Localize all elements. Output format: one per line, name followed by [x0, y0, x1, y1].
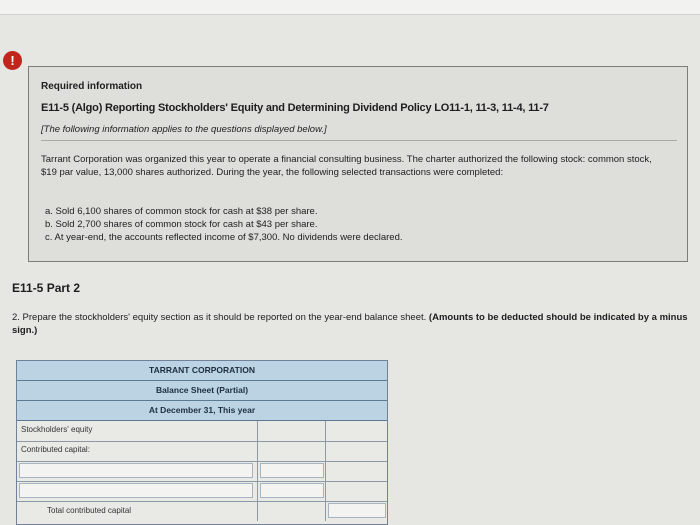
- question-instruction: (Amounts to be deducted should be indicated by a minus sign.): [12, 312, 688, 336]
- part-title: E11-5 Part 2: [12, 281, 81, 295]
- transaction-item: c. At year-end, the accounts reflected income of $7,300. No dividends were declared.: [45, 232, 403, 243]
- amount-input[interactable]: [260, 463, 324, 478]
- question-text: [12, 311, 688, 337]
- total-contributed-capital-label: Total contributed capital: [47, 506, 132, 515]
- exercise-title: E11-5 (Algo) Reporting Stockholders' Equity and Determining Dividend Policy LO11-1, 11-3, 11-4, 11-7: [41, 102, 549, 114]
- account-name-input[interactable]: [19, 483, 253, 498]
- total-contributed-capital-row: [17, 501, 387, 521]
- question-prompt: 2. Prepare the stockholders' equity section as it should be reported on the year-end balance sheet.: [12, 312, 427, 323]
- required-information-panel: [28, 66, 688, 262]
- account-name-input[interactable]: [19, 463, 253, 478]
- balance-sheet-table: [16, 360, 388, 525]
- transaction-item: a. Sold 6,100 shares of common stock for cash at $38 per share.: [45, 206, 318, 217]
- alert-icon: !: [3, 51, 22, 70]
- statement-date-header: At December 31, This year: [17, 401, 387, 421]
- browser-top-bar: [0, 0, 700, 15]
- amount-input[interactable]: [260, 483, 324, 498]
- transaction-list: [45, 205, 403, 244]
- problem-description: Tarrant Corporation was organized this year to operate a financial consulting business. The charter authorized the following stock: common stock, $19 par value, 13,000 shares authorized. During the year, the following selected transactions were completed:: [41, 154, 652, 178]
- company-name-header: TARRANT CORPORATION: [17, 361, 387, 381]
- statement-title-header: Balance Sheet (Partial): [17, 381, 387, 401]
- info-note: [The following information applies to the questions displayed below.]: [41, 121, 677, 141]
- stockholders-equity-row: [17, 421, 387, 442]
- required-info-title: Required information: [41, 81, 143, 92]
- transaction-item: b. Sold 2,700 shares of common stock for cash at $43 per share.: [45, 219, 318, 230]
- contributed-capital-row: [17, 441, 387, 462]
- contributed-capital-label: Contributed capital:: [21, 445, 90, 454]
- total-amount-input[interactable]: [328, 503, 386, 518]
- table-row: [17, 481, 387, 502]
- stockholders-equity-label: Stockholders' equity: [21, 425, 93, 434]
- table-row: [17, 461, 387, 482]
